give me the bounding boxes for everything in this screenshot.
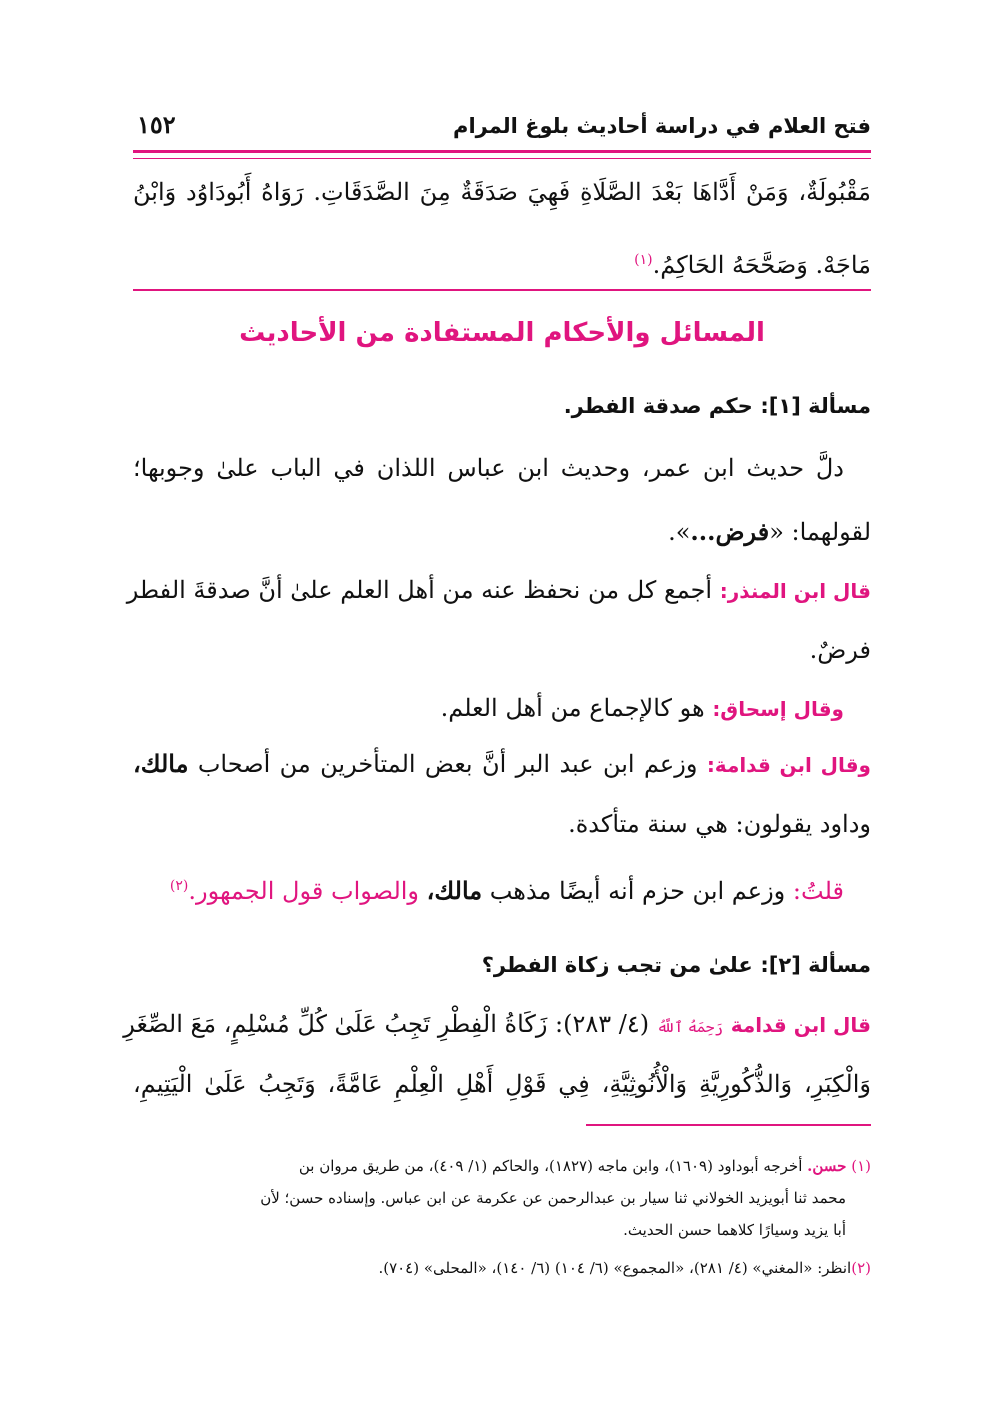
issue-2-ref: (٤/ ٢٨٣): xyxy=(555,1010,650,1038)
section-title: المسائل والأحكام المستفادة من الأحاديث xyxy=(239,318,765,348)
section-divider xyxy=(133,289,871,291)
issue-1-para-quote-close: ». xyxy=(668,518,691,546)
issue-2-label: مسألة [٢]: xyxy=(760,953,871,977)
footnote-2-number: (٢) xyxy=(851,1259,871,1277)
qudama-line-2: وداود يقولون: هي سنة متأكدة. xyxy=(568,810,871,838)
ishaq-text: هو كالإجماع من أهل العلم. xyxy=(440,694,705,722)
header-rule-thick xyxy=(133,150,871,153)
qudama-malik: مالك، xyxy=(133,749,189,778)
issue-1-heading xyxy=(133,385,871,426)
qultu-malik: مالك، xyxy=(426,876,483,905)
footnote-rule xyxy=(586,1124,871,1126)
qultu-line xyxy=(133,866,844,911)
footnote-2 xyxy=(133,1254,871,1282)
ibn-mundhir-text: أجمع كل من نحفظ عنه من أهل العلم علىٰ أنَّ صدقةَ الفطر xyxy=(126,576,713,604)
hadith-line-2-text: مَاجَهْ. وَصَحَّحَهُ الحَاكِمُ. xyxy=(652,251,871,279)
issue-2-line-2: وَالْكِبَرِ، وَالذُّكُورِيَّةِ وَالْأُنُوثِيَّةِ، فِي قَوْلِ أَهْلِ الْعِلْمِ عَامَّةً، وَتَجِبُ عَلَىٰ الْيَتِيمِ، xyxy=(133,1070,871,1098)
ibn-qudama-label: قال ابن قدامة xyxy=(730,1013,871,1037)
header-rule-thin xyxy=(133,158,871,159)
footnote-ref-2[interactable]: (٢) xyxy=(169,878,189,894)
footnote-1-line-3: أبا يزيد وسيارًا كلاهما حسن الحديث. xyxy=(623,1221,846,1239)
ishaq-label: وقال إسحاق: xyxy=(712,697,844,721)
ibn-mundhir-line-1 xyxy=(126,570,871,611)
qudama-text: وزعم ابن عبد البر أنَّ بعض المتأخرين من أصحاب xyxy=(188,750,698,778)
qudama-line-1 xyxy=(133,744,871,785)
footnote-2-text: انظر: «المغني» (٤/ ٢٨١)، «المجموع» (٦/ ١٠٤) (٦/ ١٤٠)، «المحلى» (٧٠٤). xyxy=(378,1259,852,1277)
hadith-line-1: مَقْبُولَةٌ، وَمَنْ أَدَّاهَا بَعْدَ الصَّلَاةِ فَهِيَ صَدَقَةٌ مِنَ الصَّدَقَاتِ. رَوَاهُ أَبُودَاوُد وَابْنُ xyxy=(133,178,871,206)
running-title: فتح العلام في دراسة أحاديث بلوغ المرام xyxy=(453,114,871,138)
issue-1-label: مسألة [١]: xyxy=(760,394,871,418)
footnote-1-text: أخرجه أبوداود (١٦٠٩)، وابن ماجه (١٨٢٧)، والحاكم (١/ ٤٠٩)، من طريق مروان بن xyxy=(298,1157,803,1175)
issue-1-title: حكم صدقة الفطر. xyxy=(563,394,753,418)
footnote-1-line-2: محمد ثنا أبويزيد الخولاني ثنا سيار بن عبدالرحمن عن عكرمة عن ابن عباس. وإسناده حسن؛ لأن xyxy=(260,1189,846,1207)
ishaq-line xyxy=(133,688,844,729)
issue-1-para-quote: فرض... xyxy=(690,517,770,546)
qultu-label: قلتُ: xyxy=(792,877,844,905)
page-number: ١٥٢ xyxy=(137,110,176,139)
issue-1-para-line-1: دلَّ حديث ابن عمر، وحديث ابن عباس اللذان في الباب علىٰ وجوبها؛ xyxy=(133,454,844,482)
footnote-1-grade: حسن. xyxy=(807,1157,847,1175)
issue-1-para-quote-open: لقولهما: « xyxy=(769,518,871,546)
issue-2-line-1 xyxy=(123,1004,871,1047)
footnote-1-line-1 xyxy=(133,1152,871,1180)
ibn-mundhir-line-2: فرضٌ. xyxy=(809,636,871,664)
issue-1-para-line-2 xyxy=(133,512,871,552)
qultu-text: وزعم ابن حزم أنه أيضًا مذهب xyxy=(482,877,786,905)
running-header xyxy=(137,108,871,148)
ibn-mundhir-label: قال ابن المنذر: xyxy=(719,579,871,603)
qultu-conclusion: والصواب قول الجمهور. xyxy=(188,877,420,905)
footnote-1-number: (١) xyxy=(851,1157,871,1175)
honorific: رَحِمَهُ ٱللَّهُ xyxy=(656,1018,724,1036)
hadith-line-2 xyxy=(133,240,871,285)
issue-2-title: علىٰ من تجب زكاة الفطر؟ xyxy=(481,953,753,977)
qudama-label: وقال ابن قدامة: xyxy=(706,753,871,777)
issue-2-quote-1: زَكَاةُ الْفِطْرِ تَجِبُ عَلَىٰ كُلِّ مُسْلِمٍ، مَعَ الصِّغَرِ xyxy=(123,1010,548,1038)
issue-2-heading xyxy=(133,944,871,985)
footnote-ref-1[interactable]: (١) xyxy=(634,252,653,268)
